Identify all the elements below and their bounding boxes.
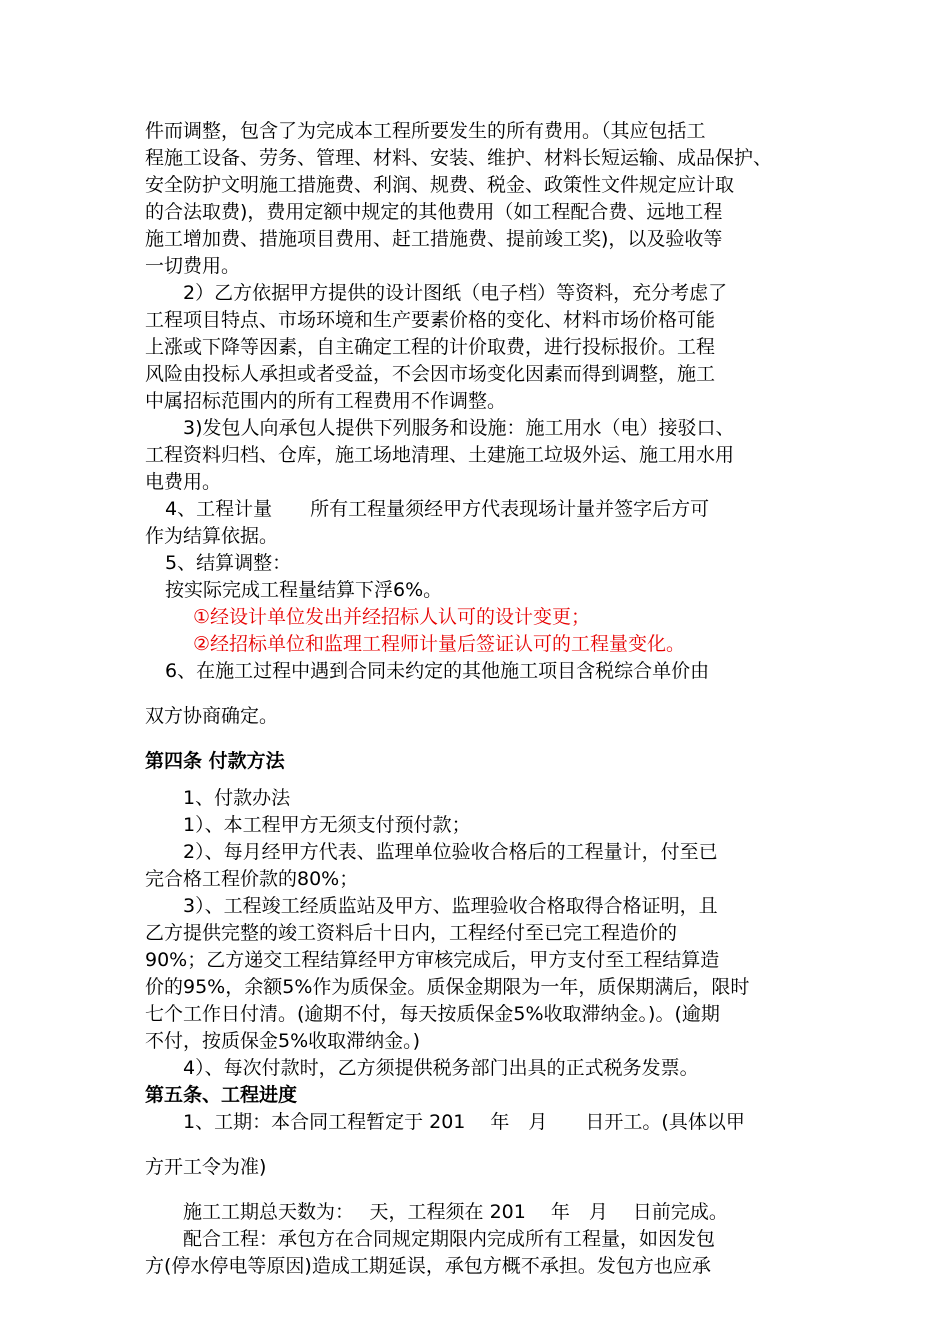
text-line: 上涨或下降等因素，自主确定工程的计价取费，进行投标报价。工程 bbox=[145, 336, 716, 358]
text-line: 1）、本工程甲方无须支付预付款； bbox=[183, 814, 471, 836]
text-line: 中属招标范围内的所有工程费用不作调整。 bbox=[145, 390, 507, 412]
text-line: 乙方提供完整的竣工资料后十日内，工程经付至已完工程造价的 bbox=[145, 922, 678, 944]
text-line: 件而调整，包含了为完成本工程所要发生的所有费用。（其应包括工 bbox=[145, 120, 706, 142]
text-line: 施工工期总天数为： 天，工程须在 201 年 月 日前完成。 bbox=[183, 1201, 728, 1223]
text-line: 90%；乙方递交工程结算经甲方审核完成后，甲方支付至工程结算造 bbox=[145, 949, 720, 971]
section-heading: 第五条、工程进度 bbox=[145, 1084, 298, 1106]
text-line: 1、付款办法 bbox=[183, 787, 291, 809]
text-line: 配合工程：承包方在合同规定期限内完成所有工程量，如因发包 bbox=[183, 1228, 716, 1250]
text-line: 按实际完成工程量结算下浮6%。 bbox=[165, 579, 443, 601]
text-line: 方开工令为准) bbox=[145, 1156, 267, 1178]
text-line: 5、结算调整： bbox=[165, 552, 292, 574]
text-line: 完合格工程价款的80%； bbox=[145, 868, 359, 890]
text-line: 风险由投标人承担或者受益，不会因市场变化因素而得到调整，施工 bbox=[145, 363, 716, 385]
text-line: 施工增加费、措施项目费用、赶工措施费、提前竣工奖)，以及验收等 bbox=[145, 228, 723, 250]
text-line: 一切费用。 bbox=[145, 255, 241, 277]
text-line: 七个工作日付清。(逾期不付，每天按质保金5%收取滞纳金。)。(逾期 bbox=[145, 1003, 720, 1025]
section-heading: 第四条 付款方法 bbox=[145, 750, 285, 772]
text-line: 价的95%，余额5%作为质保金。质保金期限为一年，质保期满后，限时 bbox=[145, 976, 750, 998]
document-page bbox=[145, 118, 815, 1280]
highlighted-line: ①经设计单位发出并经招标人认可的设计变更； bbox=[193, 606, 591, 628]
text-line: 4）、每次付款时，乙方须提供税务部门出具的正式税务发票。 bbox=[183, 1057, 699, 1079]
text-line: 6、在施工过程中遇到合同未约定的其他施工项目含税综合单价由 bbox=[165, 660, 710, 682]
text-line: 1、工期：本合同工程暂定于 201 年 月 日开工。(具体以甲 bbox=[183, 1111, 745, 1133]
text-line: 4、工程计量 所有工程量须经甲方代表现场计量并签字后方可 bbox=[165, 498, 710, 520]
text-line: 程施工设备、劳务、管理、材料、安装、维护、材料长短运输、成品保护、 bbox=[145, 147, 773, 169]
text-line: 工程项目特点、市场环境和生产要素价格的变化、材料市场价格可能 bbox=[145, 309, 716, 331]
text-line: 不付，按质保金5%收取滞纳金。) bbox=[145, 1030, 421, 1052]
text-line: 3)发包人向承包人提供下列服务和设施：施工用水（电）接驳口、 bbox=[183, 417, 735, 439]
text-line: 作为结算依据。 bbox=[145, 525, 279, 547]
text-line: 2）、每月经甲方代表、监理单位验收合格后的工程量计，付至已 bbox=[183, 841, 718, 863]
text-line: 方(停水停电等原因)造成工期延误，承包方概不承担。发包方也应承 bbox=[145, 1255, 711, 1277]
text-line: 安全防护文明施工措施费、利润、规费、税金、政策性文件规定应计取 bbox=[145, 174, 735, 196]
text-line: 3）、工程竣工经质监站及甲方、监理验收合格取得合格证明，且 bbox=[183, 895, 718, 917]
text-line: 双方协商确定。 bbox=[145, 705, 279, 727]
text-line: 工程资料归档、仓库，施工场地清理、土建施工垃圾外运、施工用水用 bbox=[145, 444, 735, 466]
text-line: 的合法取费)，费用定额中规定的其他费用（如工程配合费、远地工程 bbox=[145, 201, 723, 223]
highlighted-line: ②经招标单位和监理工程师计量后签证认可的工程量变化。 bbox=[193, 633, 686, 655]
text-line: 电费用。 bbox=[145, 471, 222, 493]
text-line: 2）乙方依据甲方提供的设计图纸（电子档）等资料，充分考虑了 bbox=[183, 282, 728, 304]
